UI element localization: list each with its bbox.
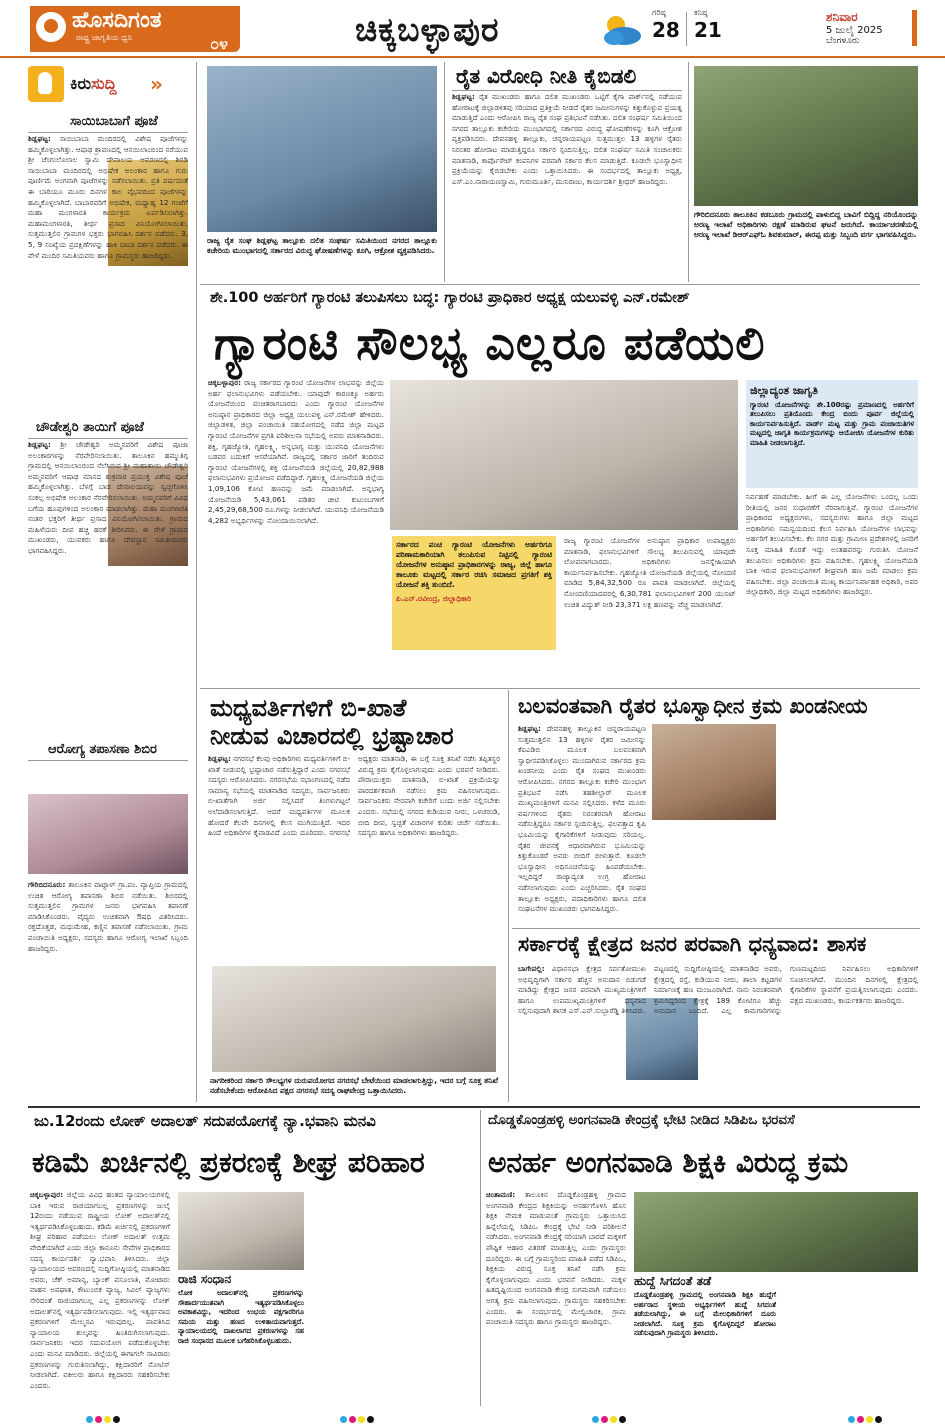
fox-rescue-photo bbox=[694, 66, 918, 206]
story-c-body-col3 bbox=[782, 724, 918, 924]
story-b-headline-2: ನೀಡುವ ವಿಚಾರದಲ್ಲಿ ಭ್ರಷ್ಟಾಚಾರ bbox=[210, 722, 454, 750]
story2-body: ಶಿಡ್ಲಘಟ್ಟ: ರೈತ ಮುಖಂಡರು ಹಾಗೂ ದಲಿತ ಮುಖಂಡರು ಒಟ್ಟಿಗೆ ಕೈಗಾ ಪಾರ್ಕ್‌ನಲ್ಲಿ ನಡೆಯುವ ಹೋರಾಟಕ್ಕೆ ಜಿಲ್ಲಾಡಳಿತವು ಸರಿಯಾದ ಪ್ರತಿಕ್ರಿಯೆ ನೀಡದೆ ರೈತರ ಜಮೀನುಗಳನ್ನು ಕಿತ್ತುಕೊಳ್ಳುವ ಪ್ರಯತ್ನ ಮಾಡುತ್ತಿದೆ ಎಂದು ಆರೋಪಿಸಿ ರಾಜ್ಯ ರೈತ ಸಂಘ ಪ್ರತಿಭಟನೆ ನಡೆಸಿತು. ದಲಿತ ಸಂಘರ್ಷ ಸಮಿತಿಯಿಂದ ನಗರದ ತಾಲ್ಲೂಕು ಕಚೇರಿಯ ಮುಂಭಾಗದಲ್ಲಿ ಸರ್ಕಾರದ ವಿರುದ್ಧ ಘೋಷಣೆಗಳನ್ನು ಕೂಗಿ ಆಕ್ರೋಶ ವ್ಯಕ್ತಪಡಿಸಿದರು. ದೇವನಹಳ್ಳಿ ತಾಲ್ಲೂಕು, ಚನ್ನರಾಯಪಟ್ಟಣ ಸುತ್ತಮುತ್ತಲ 13 ಹಳ್ಳಿಗಳ ರೈತರು ನಿರಂತರ ಹೋರಾಟ ಮಾಡುತ್ತಿದ್ದರೂ ಸರ್ಕಾರ ಸ್ಪಂದಿಸುತ್ತಿಲ್ಲ. ದಲಿತ ಸಂಘರ್ಷ ಸಮಿತಿ ಸಂಚಾಲಕರು ಮಾತನಾಡಿ, ಕಾರ್ಪೊರೇಟ್ ಕಂಪನಿಗಳ ಪರವಾಗಿ ಸರ್ಕಾರ ಕೆಲಸ ಮಾಡುತ್ತಿದೆ. ಕೂಡಲೇ ಭೂಸ್ವಾಧೀನ ಪ್ರಕ್ರಿಯೆಯನ್ನು ಕೈಬಿಡಬೇಕು ಎಂದು ಒತ್ತಾಯಿಸಿದರು. ಈ ಸಂದರ್ಭದಲ್ಲಿ ತಾಲ್ಲೂಕು ಅಧ್ಯಕ್ಷ, ಎಸ್.ಎಂ.ನಾರಾಯಣಸ್ವಾಮಿ, ಗುರುಮೂರ್ತಿ, ಮುನಿರಾಜು, ಕಾರ್ಯದರ್ಶಿ ಶ್ರೀಧರ್ ಹಾಜರಿದ್ದರು. bbox=[452, 92, 682, 186]
story-d-body: ಬಾಗೇಪಲ್ಲಿ: ವಿಧಾನಸಭಾ ಕ್ಷೇತ್ರದ ಸರ್ವತೋಮುಖ ಅಭಿವೃದ್ಧಿಗಾಗಿ ಸರ್ಕಾರ ಹೆಚ್ಚಿನ ಅನುದಾನ ಬಿಡುಗಡೆ ಮಾಡಿದ್ದು ಕ್ಷೇತ್ರದ ಜನರ ಪರವಾಗಿ ಮುಖ್ಯಮಂತ್ರಿಗಳಿಗೆ ಹಾಗೂ ಉಪಮುಖ್ಯಮಂತ್ರಿಗಳಿಗೆ ಧನ್ಯವಾದ ಸಲ್ಲಿಸುವುದಾಗಿ ಶಾಸಕ ಎಸ್.ಎನ್.ಸುಬ್ಬಾರೆಡ್ಡಿ ತಿಳಿಸಿದರು. ಪಟ್ಟಣದಲ್ಲಿ ಸುದ್ದಿಗೋಷ್ಠಿಯಲ್ಲಿ ಮಾತನಾಡಿದ ಅವರು, ಕ್ಷೇತ್ರದಲ್ಲಿ ರಸ್ತೆ, ಕುಡಿಯುವ ನೀರು, ಶಾಲಾ ಕಟ್ಟಡಗಳ ನಿರ್ಮಾಣಕ್ಕೆ ಹಣ ಮಂಜೂರಾಗಿದೆ. ನಾನು ನಿರಂತರವಾಗಿ ಶ್ರಮಿಸಿದ್ದರಿಂದ ಕ್ಷೇತ್ರಕ್ಕೆ 189 ಕೋಟಿಗೂ ಹೆಚ್ಚು ಅನುದಾನ ಬಂದಿದೆ. ಎಲ್ಲ ಕಾಮಗಾರಿಗಳನ್ನು ಗುಣಮಟ್ಟದಿಂದ ನಿರ್ವಹಿಸಲು ಅಧಿಕಾರಿಗಳಿಗೆ ಸೂಚಿಸಲಾಗಿದೆ. ಮುಂದಿನ ದಿನಗಳಲ್ಲಿ ಕ್ಷೇತ್ರದಲ್ಲಿ ಕೈಗಾರಿಕೆಗಳ ಸ್ಥಾಪನೆಗೆ ಪ್ರಯತ್ನಿಸಲಾಗುವುದು ಎಂದರು. ಪಕ್ಷದ ಮುಖಂಡರು, ಕಾರ್ಯಕರ್ತರು ಹಾಜರಿದ್ದರು. bbox=[518, 964, 918, 1016]
story-d-headline: ಸರ್ಕಾರಕ್ಕೆ ಕ್ಷೇತ್ರದ ಜನರ ಪರವಾಗಿ ಧನ್ಯವಾದ: ಶಾಸಕ bbox=[518, 932, 867, 956]
brief1-title: ಸಾಯಿಬಾಬಾಗೆ ಪೂಜೆ bbox=[70, 114, 158, 129]
edition-title: ಚಿಕ್ಕಬಳ್ಳಾಪುರ bbox=[355, 10, 500, 49]
max-temp: 28 bbox=[652, 18, 680, 42]
brief2-title: ಚೌಡೇಶ್ವರಿ ತಾಯಿಗೆ ಪೂಜೆ bbox=[36, 420, 144, 435]
rule bbox=[28, 438, 188, 439]
box-title: ಹುದ್ದೆ ಸಿಗದಂತೆ ತಡೆ bbox=[634, 1274, 712, 1288]
brand-tagline: ರಾಷ್ಟ್ರ ಜಾಗೃತಿಯ ಧ್ವನಿ bbox=[76, 33, 133, 42]
councillor-photo bbox=[212, 966, 496, 1072]
lead-body-2: ರಾಜ್ಯ ಗ್ಯಾರಂಟಿ ಯೋಜನೆಗಳ ಅನುಷ್ಠಾನ ಪ್ರಾಧಿಕಾರ ಉಪಾಧ್ಯಕ್ಷರು ಮಾತನಾಡಿ, ಫಲಾನುಭವಿಗಳಿಗೆ ಸೌಲಭ್ಯ ತಲುಪಿಸುವಲ್ಲಿ ಯಾವುದೇ ಲೋಪವಾಗಬಾರದು. ಅಧಿಕಾರಿಗಳು ಜನಸ್ನೇಹಿಯಾಗಿ ಕಾರ್ಯನಿರ್ವಹಿಸಬೇಕು. ಗೃಹಜ್ಯೋತಿ ಯೋಜನೆಯಡಿ ಜಿಲ್ಲೆಯಲ್ಲಿ ನೋಂದಣಿ ಮಾಡಿದ 5,84,32,500 ರೂ ಪಾವತಿ ಮಾಡಲಾಗಿದೆ. ಜಿಲ್ಲೆಯಲ್ಲಿ ನೋಂದಣಿಯಾದವರಲ್ಲಿ 6,30,781 ಫಲಾನುಭವಿಗಳಿಗೆ 200 ಯುನಿಟ್ ಉಚಿತ ವಿದ್ಯುತ್ ನೀಡಿ 23,371 ಲಕ್ಷ ಹಣವನ್ನು ವೆಚ್ಚ ಮಾಡಲಾಗಿದೆ. bbox=[564, 536, 736, 609]
story-e-box bbox=[178, 1272, 304, 1402]
protest-truck-photo bbox=[207, 66, 437, 232]
lead-headline: ಗ್ಯಾರಂಟಿ ಸೌಲಭ್ಯ ಎಲ್ಲರೂ ಪಡೆಯಲಿ bbox=[214, 316, 766, 370]
callout-name: ಪಿ.ಎನ್.ರವೀಂದ್ರ, ಜಿಲ್ಲಾಧಿಕಾರಿ bbox=[396, 594, 472, 603]
story-e-kicker: ಜು.12ರಂದು ಲೋಕ್ ಅದಾಲತ್ ಸದುಪಯೋಗಕ್ಕೆ ನ್ಯಾ.ಭವಾನಿ ಮನವಿ bbox=[34, 1112, 376, 1130]
rule bbox=[28, 1106, 920, 1108]
lead-meeting-photo bbox=[390, 380, 738, 530]
min-temp-block bbox=[694, 8, 722, 42]
story-f-body: ಚಿಂತಾಮಣಿ: ತಾಲೂಕಿನ ದೊಡ್ಡಕೊಂಡ್ರಹಳ್ಳಿ ಗ್ರಾಮದ ಅಂಗನವಾಡಿ ಕೇಂದ್ರದ ಶಿಕ್ಷಕಿಯನ್ನು ಅನರ್ಹಗೊಳಿಸಿ ಹೊಸ ಶಿಕ್ಷಕಿ ನೇಮಕ ಮಾಡುವಂತೆ ಗ್ರಾಮಸ್ಥರು ಒತ್ತಾಯಿಸಿದ ಹಿನ್ನೆಲೆಯಲ್ಲಿ ಸಿಡಿಪಿಒ ಕೇಂದ್ರಕ್ಕೆ ಭೇಟಿ ನೀಡಿ ಪರಿಶೀಲನೆ ನಡೆಸಿದರು. ಅಂಗನವಾಡಿ ಕೇಂದ್ರಕ್ಕೆ ಸರಿಯಾಗಿ ಬಾರದೆ ಮಕ್ಕಳಿಗೆ ಪೌಷ್ಟಿಕ ಆಹಾರ ವಿತರಣೆ ಮಾಡುತ್ತಿಲ್ಲ ಎಂದು ಗ್ರಾಮಸ್ಥರು ದೂರಿದ್ದರು. ಈ ಬಗ್ಗೆ ಗ್ರಾಮಸ್ಥರಿಂದ ಮಾಹಿತಿ ಪಡೆದ ಸಿಡಿಪಿಒ, ಶಿಕ್ಷಕಿಯ ವಿರುದ್ಧ ಸೂಕ್ತ ತನಿಖೆ ನಡೆಸಿ ಕ್ರಮ ಕೈಗೊಳ್ಳಲಾಗುವುದು ಎಂದು ಭರವಸೆ ನೀಡಿದರು. ಮಕ್ಕಳ ಹಿತದೃಷ್ಟಿಯಿಂದ ಅಂಗನವಾಡಿ ಕೇಂದ್ರ ಸುಗಮವಾಗಿ ನಡೆಯಲು ಅಗತ್ಯ ಕ್ರಮ ವಹಿಸಲಾಗುವುದು. ಗ್ರಾಮಸ್ಥರು ಸಹಕರಿಸಬೇಕು ಎಂದರು. ಈ ಸಂದರ್ಭದಲ್ಲಿ ಮೇಲ್ವಿಚಾರಕಿ, ಗ್ರಾಮ ಪಂಚಾಯಿತಿ ಸದಸ್ಯರು ಹಾಗೂ ಗ್ರಾಮಸ್ಥರು ಹಾಜರಿದ್ದರು. bbox=[486, 1190, 626, 1327]
masthead-accent-bar bbox=[912, 10, 917, 46]
story-b-caption: ನಾಗರೀಕರಿಂದ ಸರ್ಕಾರಿ ಸೌಲಭ್ಯಗಳ ದುರುಪಯೋಗದ ನಗರಸಭೆ ಬೇಟೆಯಿಂದ ಮಾಡಲಾಗುತ್ತಿದ್ದು, ಇದರ ಬಗ್ಗೆ ಸೂಕ್ತ ತನಿಖೆ ನಡೆಸಬೇಕೆಂದು ಆರೋಪಿಸಿದ ಪಕ್ಷದ ನಗರಸಭೆ ಸದಸ್ಯ ರಾಘವೇಂದ್ರ ಒತ್ತಾಯಿಸಿದರು. bbox=[210, 1076, 498, 1095]
min-temp: 21 bbox=[694, 18, 722, 42]
brief3-title: ಆರೋಗ್ಯ ತಪಾಸಣಾ ಶಿಬಿರ bbox=[48, 742, 157, 757]
column-divider bbox=[508, 690, 509, 1102]
masthead-rule bbox=[0, 56, 945, 58]
story-c-headline: ಬಲವಂತವಾಗಿ ರೈತರ ಭೂಸ್ವಾಧೀನ ಕ್ರಮ ಖಂಡನೀಯ bbox=[518, 694, 868, 718]
date-label: 5 ಜುಲೈ 2025 bbox=[826, 25, 883, 36]
story-c-body: ಶಿಡ್ಲಘಟ್ಟ: ದೇವನಹಳ್ಳಿ ತಾಲ್ಲೂಕಿನ ಚನ್ನರಾಯಪಟ್ಟಣ ಸುತ್ತಮುತ್ತಲಿನ 13 ಹಳ್ಳಿಗಳ ರೈತರ ಜಮೀನನ್ನು ಕೆಐಎಡಿಬಿ ಮೂಲಕ ಬಲವಂತವಾಗಿ ಸ್ವಾಧೀನಪಡಿಸಿಕೊಳ್ಳಲು ಮುಂದಾಗಿರುವ ಸರ್ಕಾರದ ಕ್ರಮ ಖಂಡನೀಯ ಎಂದು ರೈತ ಸಂಘದ ಮುಖಂಡರು ಆರೋಪಿಸಿದರು. ನಗರದ ತಾಲ್ಲೂಕು ಕಚೇರಿ ಮುಂಭಾಗ ಪ್ರತಿಭಟನೆ ನಡೆಸಿ ತಹಶೀಲ್ದಾರ್ ಮೂಲಕ ಮುಖ್ಯಮಂತ್ರಿಗಳಿಗೆ ಮನವಿ ಸಲ್ಲಿಸಿದರು. ಕಳೆದ ಮೂರು ವರ್ಷಗಳಿಂದ ರೈತರು ನಿರಂತರವಾಗಿ ಹೋರಾಟ ನಡೆಸುತ್ತಿದ್ದರೂ ಸರ್ಕಾರ ಸ್ಪಂದಿಸುತ್ತಿಲ್ಲ. ಫಲವತ್ತಾದ ಕೃಷಿ ಭೂಮಿಯನ್ನು ಕೈಗಾರಿಕೆಗಳಿಗೆ ನೀಡುವುದು ಸರಿಯಲ್ಲ. ರೈತರ ಜೀವನಕ್ಕೆ ಆಧಾರವಾಗಿರುವ ಭೂಮಿಯನ್ನು ಕಿತ್ತುಕೊಂಡರೆ ಅವರು ಬೀದಿಗೆ ಬೀಳುತ್ತಾರೆ. ಕೂಡಲೇ ಭೂಸ್ವಾಧೀನ ಅಧಿಸೂಚನೆಯನ್ನು ಹಿಂಪಡೆಯಬೇಕು. ಇಲ್ಲದಿದ್ದರೆ ರಾಜ್ಯಾದ್ಯಂತ ಉಗ್ರ ಹೋರಾಟ ನಡೆಸಲಾಗುವುದು ಎಂದು ಎಚ್ಚರಿಸಿದರು. ರೈತ ಸಂಘದ ತಾಲ್ಲೂಕು ಅಧ್ಯಕ್ಷರು, ಪದಾಧಿಕಾರಿಗಳು ಹಾಗೂ ದಲಿತ ಸಂಘಟನೆಗಳ ಮುಖಂಡರು ಭಾಗವಹಿಸಿದ್ದರು. bbox=[518, 724, 646, 914]
brand-logo[interactable] bbox=[30, 6, 240, 52]
health-camp-photo bbox=[28, 794, 188, 874]
lead-body-1: ಚಿಕ್ಕಬಳ್ಳಾಪುರ: ರಾಜ್ಯ ಸರ್ಕಾರದ ಗ್ಯಾರಂಟಿ ಯೋಜನೆಗಳ ಲಾಭವನ್ನು ಜಿಲ್ಲೆಯ ಅರ್ಹ ಫಲಾನುಭವಿಗಳು ಪಡೆಯಬೇಕು. ಯಾವುದೇ ಕಾರಣಕ್ಕೂ ಅರ್ಹರು ಯೋಜನೆಯಿಂದ ವಂಚಿತರಾಗಬಾರದು ಎಂದು ಗ್ಯಾರಂಟಿ ಯೋಜನೆಗಳ ಅನುಷ್ಠಾನ ಪ್ರಾಧಿಕಾರದ ಜಿಲ್ಲಾ ಅಧ್ಯಕ್ಷ ಯಲುವಳ್ಳಿ ಎನ್.ರಮೇಶ್ ಹೇಳಿದರು. ಜಿಲ್ಲಾಡಳಿತ, ಜಿಲ್ಲಾ ಪಂಚಾಯಿತಿ ಸಹಯೋಗದಲ್ಲಿ ನಡೆದ ಜಿಲ್ಲಾ ಮಟ್ಟದ ಗ್ಯಾರಂಟಿ ಯೋಜನೆಗಳ ಪ್ರಗತಿ ಪರಿಶೀಲನಾ ಸಭೆಯಲ್ಲಿ ಅವರು ಮಾತನಾಡಿದರು. ಶಕ್ತಿ, ಗೃಹಜ್ಯೋತಿ, ಗೃಹಲಕ್ಷ್ಮಿ, ಅನ್ನಭಾಗ್ಯ ಮತ್ತು ಯುವನಿಧಿ ಯೋಜನೆಗಳು ಬಡವರ ಬದುಕಿಗೆ ಆಸರೆಯಾಗಿವೆ. ರಾಜ್ಯದಲ್ಲಿ ಸರ್ಕಾರ ಜಾರಿಗೆ ತಂದಿರುವ ಗ್ಯಾರಂಟಿ ಯೋಜನೆಗಳಲ್ಲಿ ಶಕ್ತಿ ಯೋಜನೆಯಡಿ ಜಿಲ್ಲೆಯಲ್ಲಿ 20,82,988 ಫಲಾನುಭವಿಗಳು ಪ್ರಯೋಜನ ಪಡೆದಿದ್ದಾರೆ. ಗೃಹಲಕ್ಷ್ಮಿ ಯೋಜನೆಯಡಿ ಜಿಲ್ಲೆಯ 1,09,106 ಕೋಟಿ ಹಣವನ್ನು ಜಮೆ ಮಾಡಲಾಗಿದೆ. ಅನ್ನಭಾಗ್ಯ ಯೋಜನೆಯಡಿ 5,43,061 ಪಡಿತರ ಚೀಟಿ ಕುಟುಂಬಗಳಿಗೆ 2,45,29,68,500 ರೂ.ಗಳನ್ನು ನೀಡಲಾಗಿದೆ. ಯುವನಿಧಿ ಯೋಜನೆಯಡಿ 4,282 ಅಭ್ಯರ್ಥಿಗಳನ್ನು ನೋಂದಾಯಿಸಲಾಗಿದೆ. bbox=[208, 378, 384, 525]
lead-callout bbox=[392, 536, 556, 650]
brief1-body: ಶಿಡ್ಲಘಟ್ಟ: ಸಾಯಿಬಾಬಾ ಮಂದಿರದಲ್ಲಿ ವಿಶೇಷ ಪೂಜೆಗಳನ್ನು ಹಮ್ಮಿಕೊಳ್ಳಲಾಗಿತ್ತು. ಆಷಾಢ ಶ್ರಾವಣದಲ್ಲಿ ಆನಯಿಲಾಂಬಿಂದ ನರೆಯುವ ಶ್ರೀ ಚೆಂಗುಲೊಲಾಲ ಸ್ವಾಮಿ ದೇವಾಲಯ ಆವರಣದಲ್ಲಿ ಶಿರಡಿ ಸಾಯಿಬಾಬಾ ಮಂದಿರದಲ್ಲಿ ಅಭಿಷೇಕ ಅಲಂಕಾರ ಹಾಗೂ ಗುರು ಪೂರ್ಣಿಮೆ ಅಂಗವಾಗಿ ಪೂಜೆಗಳನ್ನು ನಡೆಸಲಾಯಿತು. ಪ್ರತಿ ವರ್ಷದಂತೆ ಈ ಬಾರಿಯೂ ಮೂರು ದಿನಗಳ ಕಾಲ ವೈಭವದಿಂದ ಪೂಜೆಗಳನ್ನು ಹಮ್ಮಿಕೊಳ್ಳಲಾಗಿದೆ. ಬಾಬಾರವರಿಗೆ ಅಭಿಷೇಕ, ಮಧ್ಯಾಹ್ನ 12 ಗಂಟೆಗೆ ಮಹಾ ಮಂಗಳಾರತಿ ಕಾರ್ಯಕ್ರಮ ಏರ್ಪಡಿಸಲಾಗಿತ್ತು. ಮಹಾಮಂಗಳಾರತಿ, ತೀರ್ಥ ಪ್ರಸಾದ ವಿನಿಯೋಗಿಸಲಾಯಿತು. ಸುತ್ತಮುತ್ತಲಿನ ಗ್ರಾಮಗಳ ಭಕ್ತರು ಭಾಗವಹಿಸಿ ದರ್ಶನ ಪಡೆದರು. 3, 5, 9 ಸಂಖ್ಯೆಯ ಪ್ರದಕ್ಷಿಣೆಗಳನ್ನು ಹಾಕಿ ಬಾಬಾ ದರ್ಶನ ಪಡೆದರು. ಈ ವೇಳೆ ಮಂದಿರ ಸಮಿತಿಯವರು ಹಾಗೂ ಗ್ರಾಮಸ್ಥರು ಹಾಜರಿದ್ದರು. bbox=[28, 134, 188, 260]
box-text: ದೊಡ್ಡಕೊಂಡ್ರಹಳ್ಳಿ ಗ್ರಾಮದಲ್ಲಿ ಅಂಗನವಾಡಿ ಶಿಕ್ಷಕಿ ಹುದ್ದೆಗೆ ಅರ್ಹರಾದ ಸ್ಥಳೀಯ ಅಭ್ಯರ್ಥಿಗಳಿಗೆ ಹುದ್ದೆ ಸಿಗದಂತೆ ತಡೆಯಲಾಗಿದ್ದು, ಈ ಬಗ್ಗೆ ಮೇಲಧಿಕಾರಿಗಳಿಗೆ ದೂರು ನೀಡಲಾಗಿದೆ. ಸೂಕ್ತ ಕ್ರಮ ಕೈಗೊಳ್ಳದಿದ್ದರೆ ಹೋರಾಟ ನಡೆಸುವುದಾಗಿ ಗ್ರಾಮಸ್ಥರು ತಿಳಿಸಿದರು. bbox=[634, 1291, 776, 1338]
chevron-right-icon: » bbox=[150, 72, 163, 96]
date-block bbox=[826, 10, 883, 46]
brief2-body: ಶಿಡ್ಲಘಟ್ಟ: ಶ್ರೀ ಚೌಡೇಶ್ವರಿ ಅಮ್ಮನವರಿಗೆ ವಿಶೇಷ ಪೂಜಾ ಅಲಂಕಾರಗಳನ್ನು ನೆರವೇರಿಸಲಾಯಿತು. ತಾಲೂಕಿನ ಹಮ್ಮುತಿಗ್ಗ ಗ್ರಾಮದಲ್ಲಿ ಆನಯಿಲಾಂಬಿಂದ ನೆಲೆಸಿರುವ ಶ್ರೀ ಮಹಾತಾಯಿ ಚೌಡೇಶ್ವರಿ ಅಮ್ಮನವರಿಗೆ ಆಷಾಢ ಮಾಸದ ಶುಕ್ರವಾರ ಪ್ರಯುಕ್ತ ವಿಶೇಷ ಪೂಜೆ ಹಮ್ಮಿಕೊಳ್ಳಲಾಗಿತ್ತು. ಬೆಳಗ್ಗೆ ಬಾಡ ದೇವಾಲಯವನ್ನು ಸ್ವಚ್ಛಗೊಳಿಸಿ ಸಂಕಲ್ಪ ಅಭಿಷೇಕ ಅಲಂಕಾರ ನೆರವೇರಿಸಲಾಯಿತು. ಅಮ್ಮನವರಿಗೆ ವಿವಿಧ ಬಗೆಯ ಹೂವುಗಳಿಂದ ಅಲಂಕಾರ ಮಾಡಲಾಗಿತ್ತು. ಮಹಾ ಮಂಗಳಾರತಿ ನಂತರ ಭಕ್ತರಿಗೆ ತೀರ್ಥ ಪ್ರಸಾದ ವಿನಿಯೋಗಿಸಲಾಯಿತು. ಗ್ರಾಮದ ಮಹಿಳೆಯರು ದೀಪ ಹಚ್ಚಿ ಹರಕೆ ತೀರಿಸಿದರು. ಈ ವೇಳೆ ಗ್ರಾಮದ ಮುಖಂಡರು, ಯುವಕರು ಹಾಗೂ ದೇವಸ್ಥಾನ ಸಮಿತಿಯವರು ಭಾಗವಹಿಸಿದ್ದರು. bbox=[28, 440, 188, 555]
day-label: ಶನಿವಾರ bbox=[826, 10, 858, 24]
box-title: ರಾಜಿ ಸಂಧಾನ bbox=[178, 1272, 232, 1286]
brand-name: ಹೊಸದಿಗಂತ bbox=[72, 8, 162, 33]
story-e-headline: ಕಡಿಮೆ ಖರ್ಚಿನಲ್ಲಿ ಪ್ರಕರಣಕ್ಕೆ ಶೀಘ್ರ ಪರಿಹಾರ bbox=[32, 1146, 425, 1179]
story-e-body-cont bbox=[312, 1190, 472, 1402]
rule bbox=[28, 760, 188, 761]
weather-icon bbox=[596, 12, 644, 46]
lamp-icon bbox=[36, 12, 66, 42]
story1-caption: ರಾಜ್ಯ ರೈತ ಸಂಘ ಶಿಡ್ಲಘಟ್ಟ ತಾಲ್ಲೂಕು ದಲಿತ ಸಂಘರ್ಷ ಸಮಿತಿಯಿಂದ ನಗರದ ತಾಲ್ಲೂಕು ಕಚೇರಿಯ ಮುಂಭಾಗದಲ್ಲಿ ಸರ್ಕಾರದ ವಿರುದ್ಧ ಘೋಷಣೆಗಳನ್ನು ಕೂಗಿ, ಆಕ್ರೋಶ ವ್ಯಕ್ತಪಡಿಸಿದರು. bbox=[207, 236, 437, 255]
column-divider bbox=[444, 62, 445, 282]
sidebox-title: ಜಿಲ್ಲಾದ್ಯಂತ ಜಾಗೃತಿ bbox=[750, 384, 818, 397]
story-e-body: ಚಿಕ್ಕಬಳ್ಳಾಪುರ: ಜಿಲ್ಲೆಯ ವಿವಿಧ ಹಂತದ ನ್ಯಾಯಾಲಯಗಳಲ್ಲಿ ಬಾಕಿ ಇರುವ ರಾಜಿಯಾಗಬಲ್ಲ ಪ್ರಕರಣಗಳನ್ನು ಜುಲೈ 12ರಂದು ನಡೆಯುವ ರಾಷ್ಟ್ರೀಯ ಲೋಕ್ ಅದಾಲತ್‌ನಲ್ಲಿ ಇತ್ಯರ್ಥಪಡಿಸಿಕೊಳ್ಳಬಹುದು. ಕಡಿಮೆ ಖರ್ಚಿನಲ್ಲಿ ಪ್ರಕರಣಗಳಿಗೆ ಶೀಘ್ರ ಪರಿಹಾರ ಪಡೆಯಲು ಲೋಕ್ ಅದಾಲತ್ ಉತ್ತಮ ವೇದಿಕೆಯಾಗಿದೆ ಎಂದು ಜಿಲ್ಲಾ ಕಾನೂನು ಸೇವೆಗಳ ಪ್ರಾಧಿಕಾರದ ಸದಸ್ಯ ಕಾರ್ಯದರ್ಶಿ ನ್ಯಾ.ಭವಾನಿ ತಿಳಿಸಿದರು. ಜಿಲ್ಲಾ ನ್ಯಾಯಾಲಯದ ಆವರಣದಲ್ಲಿ ಸುದ್ದಿಗೋಷ್ಠಿಯಲ್ಲಿ ಮಾತನಾಡಿದ ಅವರು, ಚೆಕ್ ಅಮಾನ್ಯ, ಬ್ಯಾಂಕ್ ವಸೂಲಾತಿ, ಮೋಟಾರು ವಾಹನ ಅಪಘಾತ, ಕೌಟುಂಬಿಕ ವ್ಯಾಜ್ಯ, ಸಿವಿಲ್ ವ್ಯಾಜ್ಯಗಳು ಸೇರಿದಂತೆ ರಾಜಿಯಾಗಬಲ್ಲ ಎಲ್ಲ ಪ್ರಕರಣಗಳನ್ನು ಲೋಕ್ ಅದಾಲತ್‌ನಲ್ಲಿ ಇತ್ಯರ್ಥಪಡಿಸಲಾಗುವುದು. ಇಲ್ಲಿ ಇತ್ಯರ್ಥವಾದ ಪ್ರಕರಣಗಳಿಗೆ ಮೇಲ್ಮನವಿ ಇರುವುದಿಲ್ಲ. ಪಾವತಿಸಿದ ನ್ಯಾಯಾಲಯ ಶುಲ್ಕವನ್ನು ಹಿಂತಿರುಗಿಸಲಾಗುವುದು. ಸಾರ್ವಜನಿಕರು ಇದರ ಸದುಪಯೋಗ ಪಡೆದುಕೊಳ್ಳಬೇಕು ಎಂದು ಮನವಿ ಮಾಡಿದರು. ಜಿಲ್ಲೆಯಲ್ಲಿ ಈಗಾಗಲೇ ಸಾವಿರಾರು ಪ್ರಕರಣಗಳನ್ನು ಗುರುತಿಸಲಾಗಿದ್ದು, ಕಕ್ಷಿದಾರರಿಗೆ ನೋಟಿಸ್ ನೀಡಲಾಗಿದೆ. ವಕೀಲರು ಹಾಗೂ ಕಕ್ಷಿದಾರರು ಸಹಕರಿಸಬೇಕು ಎಂದರು. bbox=[30, 1190, 170, 1390]
city-label: ಬೆಂಗಳೂರು bbox=[826, 36, 860, 46]
lead-sidebox bbox=[746, 380, 918, 488]
lead-kicker: ಶೇ.100 ಅರ್ಹರಿಗೆ ಗ್ಯಾರಂಟಿ ತಲುಪಿಸಲು ಬದ್ಧ: ಗ್ಯಾರಂಟಿ ಪ್ರಾಧಿಕಾರ ಅಧ್ಯಕ್ಷ ಯಲುವಳ್ಳಿ ಎನ್.ರಮೇಶ್ bbox=[210, 290, 690, 306]
story-f-body-cont bbox=[782, 1276, 918, 1402]
rule bbox=[28, 132, 188, 133]
story3-caption: ಗೌರಿಬಿದನೂರು ತಾಲೂಕಿನ ಕಡಬೂರು ಗ್ರಾಮದಲ್ಲಿ ಪಾಳುಬಿದ್ದ ಬಾವಿಗೆ ಬಿದ್ದಿದ್ದ ನರಿಯೊಂದನ್ನು ಅರಣ್ಯ ಇಲಾಖೆ ಅಧಿಕಾರಿಗಳು ರಕ್ಷಣೆ ಮಾಡಿರುವ ಘಟನೆ ಜರುಗಿದೆ. ಕಾರ್ಯಾಚರಣೆಯಲ್ಲಿ ಅರಣ್ಯ ಇಲಾಖೆ ಡಿಆರ್‌ಎಫ್‌ಓ ಶಿವಕುಮಾರ್, ಈರಪ್ಪ ಮತ್ತು ಸಿಬ್ಬಂದಿ ವರ್ಗ ಭಾಗವಹಿಸಿದ್ದರು. bbox=[694, 210, 918, 239]
story2-headline: ರೈತ ವಿರೋಧಿ ನೀತಿ ಕೈಬಿಡಲಿ bbox=[456, 64, 637, 88]
story-b-body: ಶಿಡ್ಲಘಟ್ಟ: ನಗರಸಭೆ ಕೆಲವು ಅಧಿಕಾರಿಗಳು ಮಧ್ಯವರ್ತಿಗಳಿಗೆ ಬಿ-ಖಾತೆ ನೀಡುವಲ್ಲಿ ಭ್ರಷ್ಟಾಚಾರ ನಡೆಸುತ್ತಿದ್ದಾರೆ ಎಂದು ನಗರಸಭೆ ಸದಸ್ಯರು ಆರೋಪಿಸಿದರು. ನಗರಸಭೆಯ ಸಭಾಂಗಣದಲ್ಲಿ ನಡೆದ ಸಾಮಾನ್ಯ ಸಭೆಯಲ್ಲಿ ಮಾತನಾಡಿದ ಸದಸ್ಯರು, ಸಾರ್ವಜನಿಕರು ಬಿ-ಖಾತೆಗಾಗಿ ಅರ್ಜಿ ಸಲ್ಲಿಸಿದರೆ ತಿಂಗಳುಗಟ್ಟಲೆ ಅಲೆದಾಡಿಸಲಾಗುತ್ತಿದೆ. ಆದರೆ ಮಧ್ಯವರ್ತಿಗಳ ಮೂಲಕ ಹೋದರೆ ಕೆಲವೇ ದಿನಗಳಲ್ಲಿ ಕೆಲಸ ಮುಗಿಯುತ್ತಿದೆ. ಇದರ ಹಿಂದೆ ಅಧಿಕಾರಿಗಳ ಕೈವಾಡವಿದೆ ಎಂದು ದೂರಿದರು. ನಗರಸಭೆ ಅಧ್ಯಕ್ಷರು ಮಾತನಾಡಿ, ಈ ಬಗ್ಗೆ ಸೂಕ್ತ ತನಿಖೆ ನಡೆಸಿ ತಪ್ಪಿತಸ್ಥರ ವಿರುದ್ಧ ಕ್ರಮ ಕೈಗೊಳ್ಳಲಾಗುವುದು ಎಂದು ಭರವಸೆ ನೀಡಿದರು. ಪೌರಾಯುಕ್ತರು ಮಾತನಾಡಿ, ಬಿ-ಖಾತೆ ಪ್ರಕ್ರಿಯೆಯನ್ನು ಪಾರದರ್ಶಕವಾಗಿ ನಡೆಸಲು ಕ್ರಮ ವಹಿಸಲಾಗುವುದು. ಸಾರ್ವಜನಿಕರು ನೇರವಾಗಿ ಕಚೇರಿಗೆ ಬಂದು ಅರ್ಜಿ ಸಲ್ಲಿಸಬೇಕು ಎಂದರು. ಸಭೆಯಲ್ಲಿ ನಗರದ ಕುಡಿಯುವ ನೀರು, ಒಳಚರಂಡಿ, ಬೀದಿ ದೀಪ, ಸ್ವಚ್ಛತೆ ವಿಚಾರಗಳ ಕುರಿತು ಚರ್ಚೆ ನಡೆಯಿತು. ಸದಸ್ಯರು ಹಾಗೂ ಅಧಿಕಾರಿಗಳು ಹಾಜರಿದ್ದರು. bbox=[208, 754, 500, 838]
rule bbox=[452, 90, 682, 91]
rule bbox=[200, 688, 920, 689]
page-number: ೦೪ bbox=[210, 34, 228, 53]
temp-divider bbox=[686, 12, 687, 46]
hand-icon bbox=[28, 66, 64, 102]
min-temp-label: ಕನಿಷ್ಠ bbox=[694, 8, 708, 17]
column-divider bbox=[688, 62, 689, 282]
story-f-kicker: ದೊಡ್ಡಕೊಂಡ್ರಹಳ್ಳಿ ಅಂಗನವಾಡಿ ಕೇಂದ್ರಕ್ಕೆ ಭೇಟಿ ನೀಡಿದ ಸಿಡಿಪಿಒ ಭರವಸೆ bbox=[488, 1112, 795, 1128]
rule bbox=[512, 928, 920, 929]
callout-text: ಸರ್ಕಾರದ ಪಂಚ ಗ್ಯಾರಂಟಿ ಯೋಜನೆಗಳು ಅರ್ಹರಿಗೂ ಪರಿಣಾಮಕಾರಿಯಾಗಿ ತಲುಪಿಸುವ ನಿಟ್ಟಿನಲ್ಲಿ ಗ್ಯಾರಂಟಿ ಯೋಜನೆಗಳ ಅನುಷ್ಠಾನ ಪ್ರಾಧಿಕಾರಗಳನ್ನು ರಾಜ್ಯ, ಜಿಲ್ಲೆ ಹಾಗೂ ತಾಲೂಕು ಮಟ್ಟದಲ್ಲಿ ಸರ್ಕಾರ ರಚಿಸಿ ಸಮಾಜದ ಪ್ರಗತಿಗೆ ಶಕ್ತಿ ಯೋಜನೆ ಶಕ್ತಿ ತುಂಬಿದೆ. bbox=[396, 540, 552, 589]
taluk-office-photo bbox=[652, 724, 776, 820]
column-divider bbox=[480, 1110, 481, 1406]
story-f-headline: ಅನರ್ಹ ಅಂಗನವಾಡಿ ಶಿಕ್ಷಕಿ ವಿರುದ್ಧ ಕ್ರಮ bbox=[488, 1146, 849, 1179]
anganwadi-photo bbox=[634, 1192, 918, 1272]
brief3-body: ಗೌರಿಬಿದನೂರು: ತಾಲೂಕಿನ ವಾಟ್ದಾಳ್ ಗ್ರಾ.ಪಂ. ವ್ಯಾಪ್ತಿಯ ಗ್ರಾಮದಲ್ಲಿ ಉಚಿತ ಆರೋಗ್ಯ ತಪಾಸಣಾ ಶಿಬಿರ ನಡೆಯಿತು. ಶಿಬಿರದಲ್ಲಿ ಸುತ್ತಮುತ್ತಲಿನ ಗ್ರಾಮಗಳ ಜನರು ಭಾಗವಹಿಸಿ ತಪಾಸಣೆ ಮಾಡಿಸಿಕೊಂಡರು. ವೈದ್ಯರು ಉಚಿತವಾಗಿ ಔಷಧಿ ವಿತರಿಸಿದರು. ರಕ್ತದೊತ್ತಡ, ಮಧುಮೇಹ, ಕಣ್ಣಿನ ತಪಾಸಣೆ ನಡೆಸಲಾಯಿತು. ಗ್ರಾಮ ಪಂಚಾಯಿತಿ ಅಧ್ಯಕ್ಷರು, ಸದಸ್ಯರು ಹಾಗೂ ಆರೋಗ್ಯ ಇಲಾಖೆ ಸಿಬ್ಬಂದಿ ಹಾಜರಿದ್ದರು. bbox=[28, 880, 188, 953]
box-text: ಲೋಕ ಅದಾಲತ್‌ನಲ್ಲಿ ಪ್ರಕರಣಗಳನ್ನು ಸೌಹಾರ್ದಯುತವಾಗಿ ಇತ್ಯರ್ಥಪಡಿಸಿಕೊಳ್ಳಲು ಅವಕಾಶವಿದ್ದು, ಇದರಿಂದ ಉಭಯ ಪಕ್ಷಗಾರರಿಗೂ ಸಮಯ ಮತ್ತು ಹಣದ ಉಳಿತಾಯವಾಗುತ್ತದೆ. ನ್ಯಾಯಾಲಯದಲ್ಲಿ ದಾಖಲಾಗದ ಪ್ರಕರಣಗಳನ್ನು ಸಹ ರಾಜಿ ಸಂಧಾನದ ಮೂಲಕ ಬಗೆಹರಿಸಿಕೊಳ್ಳಬಹುದು. bbox=[178, 1289, 304, 1345]
kirusuddi-header bbox=[28, 66, 183, 104]
column-divider bbox=[196, 62, 197, 1102]
sidebox-text: ಗ್ಯಾರಂಟಿ ಯೋಜನೆಗಳನ್ನು ಶೇ.100ರಷ್ಟು ಪ್ರಮಾಣದಲ್ಲಿ ಅರ್ಹರಿಗೆ ತಲುಪಿಸಲು ಪ್ರತಿಯೊಂದು ಕೇಂದ್ರ ಬಿಂದು ಪೂರ್ವ ಜಿಲ್ಲೆಯಲ್ಲಿ ಕಾರ್ಯನಿರ್ವಹಿಸುತ್ತಿದೆ. ವಾರ್ಡ್‌ ಮಟ್ಟ ಮತ್ತು ಗ್ರಾಮ ಪಂಚಾಯಿತಿಗಳ ಮಟ್ಟದಲ್ಲಿ ಜಾಗೃತಿ ಕಾರ್ಯಕ್ರಮಗಳನ್ನು ಆಯೋಜಿಸಿ ಯೋಜನೆಗಳ ಕುರಿತು ಮಾಹಿತಿ ನೀಡಲಾಗುತ್ತಿದೆ. bbox=[750, 401, 914, 447]
story-f-box bbox=[634, 1274, 776, 1402]
masthead bbox=[0, 0, 945, 58]
max-temp-block bbox=[652, 8, 680, 42]
story-b-headline-1: ಮಧ್ಯವರ್ತಿಗಳಿಗೆ ಬಿ-ಖಾತೆ bbox=[210, 694, 407, 722]
kirusuddi-title: ಕಿರುಸುದ್ದಿ bbox=[70, 74, 117, 93]
lead-body-2b bbox=[392, 654, 556, 682]
lead-body-3: ನಿರ್ವಹಣೆ ಮಾಡಬೇಕು. ಹೀಗೆ ಈ ಎಲ್ಲ ಯೋಜನೆಗಳು ಒಂದಲ್ಲ ಒಂದು ರೀತಿಯಲ್ಲಿ ಜನರ ಸುಧಾರಣೆಗೆ ನೆರವಾಗುತ್ತಿವೆ. ಗ್ಯಾರಂಟಿ ಯೋಜನೆಗಳ ಪ್ರಾಧಿಕಾರದ ಅಧ್ಯಕ್ಷರುಗಳು, ಸದಸ್ಯರುಗಳು ಹಾಗೂ ಜಿಲ್ಲಾ ಮಟ್ಟದ ಅಧಿಕಾರಿಗಳು ಸಮನ್ವಯದಿಂದ ಕೆಲಸ ನಿರ್ವಹಿಸಿ ಯೋಜನೆಗಳ ಲಾಭವನ್ನು ಅರ್ಹರಿಗೆ ತಲುಪಿಸಬೇಕು. ಕೆಲ ನಗರ ಮತ್ತು ಗ್ರಾಮೀಣ ಪ್ರದೇಶಗಳಲ್ಲಿ ಜನರಿಗೆ ಸೂಕ್ತ ಮಾಹಿತಿ ಕೊರತೆ ಇದ್ದು ಅಂತಹವರನ್ನು ಗುರುತಿಸಿ ಯೋಜನೆ ತಲುಪಿಸಲು ಅಧಿಕಾರಿಗಳು ಕ್ರಮ ವಹಿಸಬೇಕು. ಗೃಹಲಕ್ಷ್ಮಿ ಯೋಜನೆಯಡಿ ಬಾಕಿ ಇರುವ ಫಲಾನುಭವಿಗಳಿಗೆ ಶೀಘ್ರವಾಗಿ ಹಣ ಜಮೆ ಮಾಡಲು ಕ್ರಮ ವಹಿಸಬೇಕು. ಜಿಲ್ಲಾ ಪಂಚಾಯಿತಿ ಮುಖ್ಯ ಕಾರ್ಯನಿರ್ವಾಹಕ ಅಧಿಕಾರಿ, ಅಪರ ಜಿಲ್ಲಾಧಿಕಾರಿ, ಜಿಲ್ಲಾ ಮಟ್ಟದ ಅಧಿಕಾರಿಗಳು ಹಾಜರಿದ್ದರು. bbox=[746, 492, 918, 597]
max-temp-label: ಗರಿಷ್ಠ bbox=[652, 8, 666, 17]
rule bbox=[200, 284, 920, 285]
judge-photo bbox=[178, 1192, 304, 1270]
